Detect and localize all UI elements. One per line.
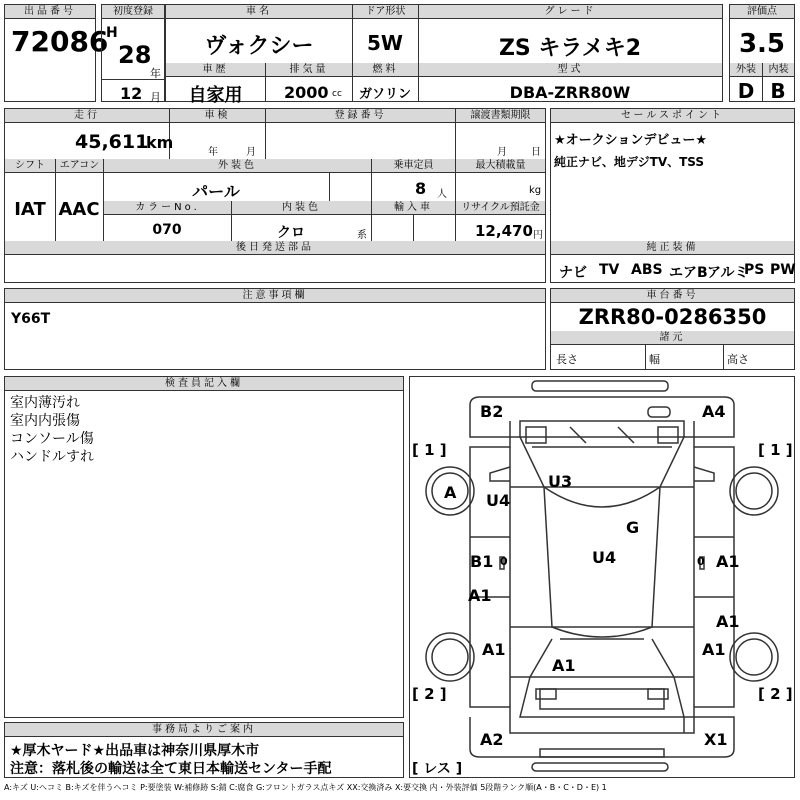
mark-u4-b: U4 xyxy=(592,548,617,567)
inspector-line2: 室内内張傷 xyxy=(10,413,80,429)
lot-number: 72086 xyxy=(11,25,109,58)
fuel-value: ガソリン xyxy=(358,87,411,102)
zero-right: 0 xyxy=(697,555,705,568)
score-box xyxy=(729,4,795,102)
int-color-unit: 系 xyxy=(357,230,367,241)
vehicle-info-box xyxy=(165,4,723,106)
mark-a1-left-1: A1 xyxy=(468,586,492,605)
bracket-1-right: [ 1 ] xyxy=(758,441,793,459)
exterior-label: 外装 xyxy=(730,63,762,77)
car-name: ヴォクシー xyxy=(204,34,314,59)
sales-point-label: セールスポイント xyxy=(551,109,794,123)
legend-text: A:キズ U:ヘコミ B:キズを伴うヘコミ P:要塗装 W:補修跡 S:錆 C:腐食 G:フロントガラス点キズ XX:交換済み X:要交換 内・外装評価 5段階ランク順(A・B・C・D・E) 1 xyxy=(4,783,607,792)
inspection-label: 車検 xyxy=(169,109,265,123)
equip-ps: PS xyxy=(744,262,765,278)
equip-pw: PW xyxy=(770,262,796,278)
displacement-label: 排気量 xyxy=(265,63,352,77)
capacity-value: 8 xyxy=(415,179,427,198)
first-reg-era: H xyxy=(106,25,118,41)
later-parts-label: 後日発送部品 xyxy=(5,241,545,255)
office-label: 事務局よりご案内 xyxy=(5,723,403,737)
bracket-2-left: [ 2 ] xyxy=(412,685,447,703)
bracket-2-right: [ 2 ] xyxy=(758,685,793,703)
equip-airbag: エアB xyxy=(669,265,708,281)
transfer-label: 譲渡書類期限 xyxy=(455,109,545,123)
displacement-unit: cc xyxy=(332,89,342,99)
inspector-line1: 室内薄汚れ xyxy=(10,395,80,411)
grade-value: ZS キラメキ2 xyxy=(498,36,642,61)
mark-a1-right-1: A1 xyxy=(716,552,740,571)
registration-label: 登録番号 xyxy=(265,109,455,123)
month-unit: 月 xyxy=(150,91,161,104)
notes-box xyxy=(4,288,546,370)
mark-a2: A2 xyxy=(480,730,504,749)
model-value: DBA-ZRR80W xyxy=(509,83,631,102)
fuel-label: 燃料 xyxy=(352,63,418,77)
first-reg-month: 12 xyxy=(120,84,143,103)
int-color-value: クロ xyxy=(277,225,305,241)
first-reg-box xyxy=(101,4,165,102)
equip-alumi: アルミ xyxy=(707,265,749,281)
chassis-number: ZRR80-0286350 xyxy=(578,305,767,329)
interior-score: B xyxy=(770,79,786,103)
equip-tv: TV xyxy=(599,262,620,278)
grade-label: グレード xyxy=(418,5,722,19)
mark-g: G xyxy=(626,518,640,537)
car-diagram-box xyxy=(409,376,795,778)
inspection-year-unit: 年 xyxy=(208,147,218,158)
exterior-score: D xyxy=(737,79,755,103)
mark-u4-a: U4 xyxy=(486,491,511,510)
office-line1: ★厚木ヤード★出品車は神奈川県厚木市 xyxy=(10,743,260,759)
recycle-label: リサイクル預託金 xyxy=(455,201,545,215)
mark-a-wheel: A xyxy=(444,483,457,502)
notes-value: Y66T xyxy=(11,311,51,327)
equipment-label: 純正装備 xyxy=(551,241,794,255)
doors-label: ドア形状 xyxy=(352,5,418,19)
capacity-label: 乗車定員 xyxy=(371,159,455,173)
lot-label: 出品番号 xyxy=(5,5,95,19)
length-label: 長さ xyxy=(556,353,578,366)
displacement-value: 2000 xyxy=(284,83,329,102)
shift-value: IAT xyxy=(14,199,46,220)
office-line2: 注意：落札後の輸送は全て東日本輸送センター手配 xyxy=(10,761,332,777)
mileage-unit: km xyxy=(146,133,174,152)
max-load-unit: kg xyxy=(529,185,542,196)
mark-a1-right-2: A1 xyxy=(716,612,740,631)
chassis-box xyxy=(550,288,795,370)
mileage-label: 走行 xyxy=(5,109,169,123)
bracket-res: [ レス ] xyxy=(412,761,463,777)
score-value: 3.5 xyxy=(738,29,786,59)
chassis-label: 車台番号 xyxy=(551,289,794,303)
spec-box xyxy=(4,108,546,283)
inspector-line4: ハンドルすれ xyxy=(10,449,94,465)
inspector-label: 検査員記入欄 xyxy=(5,377,403,391)
score-label: 評価点 xyxy=(730,5,794,19)
zero-left: 0 xyxy=(500,555,508,568)
aircon-label: エアコン xyxy=(55,159,103,173)
equip-navi: ナビ xyxy=(559,265,587,281)
lot-box xyxy=(4,4,109,102)
mark-a1-left-2: A1 xyxy=(482,640,506,659)
sales-box xyxy=(550,108,795,283)
first-reg-label: 初度登録 xyxy=(102,5,164,19)
car-name-label: 車名 xyxy=(166,5,352,19)
ext-color-value: パール xyxy=(192,182,240,201)
import-label: 輸入車 xyxy=(371,201,455,215)
inspector-box xyxy=(4,376,404,718)
interior-label: 内装 xyxy=(762,63,794,77)
history-label: 車歴 xyxy=(166,63,265,77)
inspector-line3: コンソール傷 xyxy=(10,431,94,447)
mark-a4: A4 xyxy=(702,402,726,421)
sales-point-line2: 純正ナビ、地デジTV、TSS xyxy=(554,155,705,169)
history-value: 自家用 xyxy=(188,85,243,106)
inspection-month-unit: 月 xyxy=(246,147,256,158)
capacity-unit: 人 xyxy=(437,189,447,200)
mark-a1-center: A1 xyxy=(552,656,576,675)
mark-b1: B1 xyxy=(470,552,494,571)
car-diagram xyxy=(410,377,794,777)
doors-value: 5W xyxy=(367,31,403,55)
aircon-value: AAC xyxy=(58,199,100,220)
notes-label: 注意事項欄 xyxy=(5,289,545,303)
color-no-value: 070 xyxy=(152,222,182,238)
bracket-1-left: [ 1 ] xyxy=(412,441,447,459)
ext-color-label: 外装色 xyxy=(103,159,371,173)
height-label: 高さ xyxy=(727,353,749,366)
equip-abs: ABS xyxy=(631,262,663,278)
recycle-unit: 円 xyxy=(533,230,543,241)
year-unit: 年 xyxy=(150,67,161,80)
int-color-label: 内装色 xyxy=(231,201,371,215)
recycle-value: 12,470 xyxy=(475,222,533,240)
shift-label: シフト xyxy=(5,159,55,173)
sales-point-line1: ★オークションデビュー★ xyxy=(554,133,708,148)
mark-u3: U3 xyxy=(548,472,573,491)
max-load-label: 最大積載量 xyxy=(455,159,545,173)
width-label: 幅 xyxy=(649,353,660,366)
transfer-month-unit: 月 xyxy=(497,147,507,158)
dims-label: 諸元 xyxy=(551,331,794,345)
transfer-day-unit: 日 xyxy=(531,147,541,158)
mark-b2: B2 xyxy=(480,402,504,421)
mark-a1-right-3: A1 xyxy=(702,640,726,659)
color-no-label: カラーNo. xyxy=(103,201,231,215)
office-box xyxy=(4,722,404,778)
first-reg-year: 28 xyxy=(118,41,152,69)
model-label: 型式 xyxy=(418,63,722,77)
mark-x1: X1 xyxy=(704,730,728,749)
mileage-value: 45,611 xyxy=(75,131,149,153)
